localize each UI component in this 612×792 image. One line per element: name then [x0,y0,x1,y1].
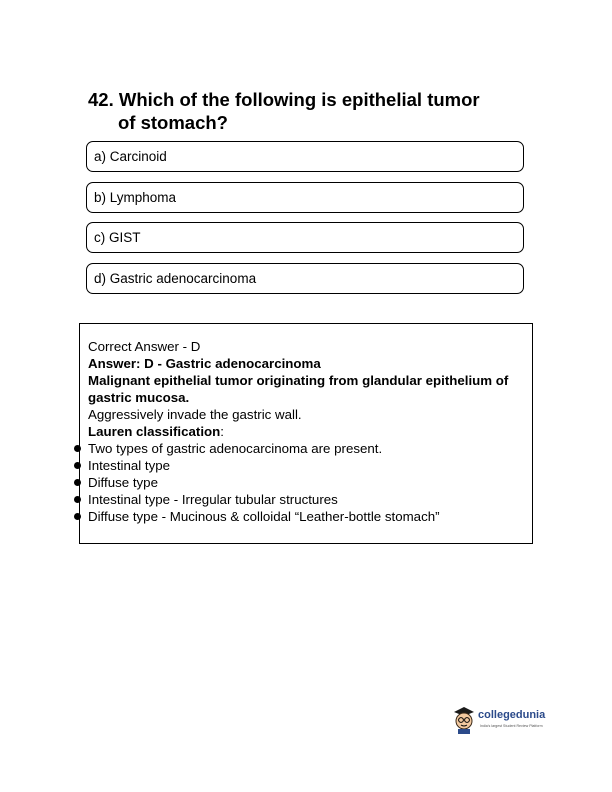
question-text-line-1: Which of the following is epithelial tumor [118,89,480,110]
option-c[interactable]: c) GIST [86,222,524,253]
question-number: 42. [88,89,114,110]
lauren-heading-line [88,423,533,440]
bullet-icon [74,513,81,520]
list-item-text: Diffuse type [88,475,158,490]
lauren-colon: : [220,424,224,439]
question-line-1 [88,88,528,111]
list-item [88,457,533,474]
question-title [88,88,528,134]
mascot-icon [452,706,476,734]
correct-answer: Correct Answer - D [88,339,201,354]
option-d[interactable]: d) Gastric adenocarcinoma [86,263,524,294]
list-item-text: Diffuse type - Mucinous & colloidal “Leather-bottle stomach” [88,509,440,524]
bullet-icon [74,462,81,469]
answer-line: Answer: D - Gastric adenocarcinoma [88,356,321,371]
list-item-text: Two types of gastric adenocarcinoma are present. [88,441,383,456]
bullet-icon [74,496,81,503]
lauren-heading: Lauren classification [88,424,221,439]
logo-tagline: India's largest Student Review Platform [480,724,543,728]
lauren-bullet-list [88,440,533,525]
answer-bold-description: Malignant epithelial tumor originating from glandular epithelium of gastric mucosa. [88,373,509,405]
answer-content [88,338,533,525]
logo-wordmark: collegedunia [478,709,546,721]
bullet-icon [74,445,81,452]
list-item [88,491,533,508]
option-b[interactable]: b) Lymphoma [86,182,524,213]
list-item-text: Intestinal type - Irregular tubular structures [88,492,338,507]
list-item-text: Intestinal type [88,458,171,473]
collegedunia-logo [452,706,547,736]
bullet-icon [74,479,81,486]
list-item [88,440,533,457]
list-item [88,508,533,525]
answer-description: Aggressively invade the gastric wall. [88,407,302,422]
list-item [88,474,533,491]
option-a[interactable]: a) Carcinoid [86,141,524,172]
question-text-line-2: of stomach? [118,112,228,133]
